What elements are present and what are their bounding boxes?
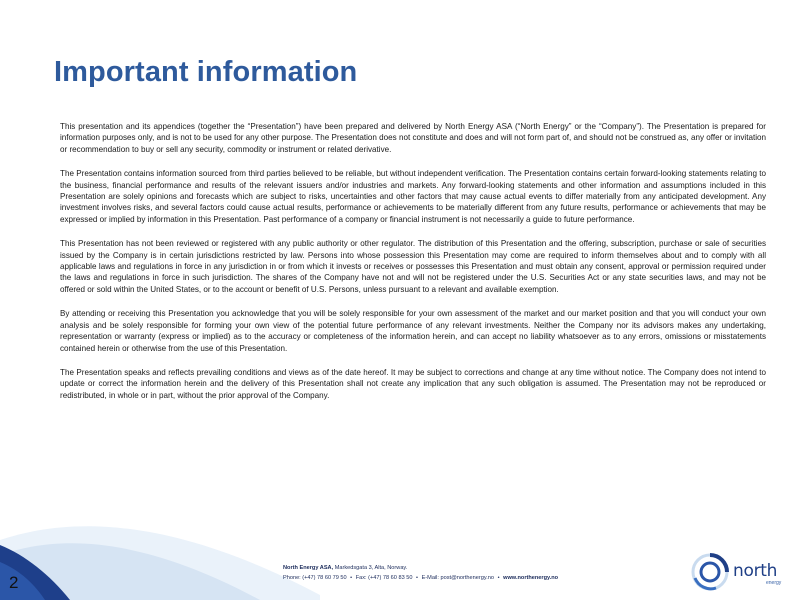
footer-separator: • [416,575,418,581]
footer-contact-line [283,573,558,583]
footer-website: www.northenergy.no [503,575,559,581]
footer-email: E-Mail: post@northenergy.no [421,575,494,581]
page-title: Important information [54,56,358,88]
logo-wordmark: north [733,561,778,581]
logo-subtitle: energy [766,580,782,586]
paragraph-1: This presentation and its appendices (together the “Presentation”) have been prepared and delivered by North Energy ASA (“North Energy” or the “Company”). The Presentation is prepared for information purposes only, and is not to be used for any other purpose. The Presentation does not constitute and does and will not form part of, and should not be construed as, any offer or invitation or recommendation to buy or sell any security, commodity or instrument or related derivative. [60,122,766,154]
footer-phone: Phone: (+47) 78 60 79 50 [283,575,347,581]
footer-fax: Fax: (+47) 78 60 83 50 [355,575,413,581]
paragraph-2: The Presentation contains information sourced from third parties believed to be reliable, but without independent verification. The Presentation contains certain forward-looking statements relating to the business, financial performance and results of the relevant issuers and/or industries and markets. Any forward-looking statements and other information and assumptions included in this Presentation are solely opinions and forecasts which are subject to risks, uncertainties and other factors that may cause actual events to differ materially from any anticipated development. Any investment involves risks, and several factors could cause actual results, performance or achievements to be materially different from any future results, performance or achievements that may be expressed or implied by information in this Presentation. Past performance of a company or financial instrument is not necessarily a guide to future performance. [60,169,766,224]
footer-address: Markedsgata 3, Alta, Norway. [334,565,408,571]
paragraph-3: This Presentation has not been reviewed or registered with any public authority or other regulator. The distribution of this Presentation and the offering, subscription, purchase or sale of securities issued by the Company is in certain jurisdictions restricted by law. Persons into whose possession this Presentation may come are required to inform themselves about and to comply with all applicable laws and regulations in force in any jurisdiction in or from which it invests or receives or possesses this Presentation and must obtain any consent, approval or permission required under the laws and regulations in force in such jurisdiction. The shares of the Company have not and will not be registered under the U.S. Securities Act or any state securities laws, and may not be offered or sold within the United States, or to the account or benefit of U.S. Persons, unless pursuant to a relevant and available exemption. [60,239,766,294]
footer-separator: • [497,575,500,581]
paragraph-4: By attending or receiving this Presentation you acknowledge that you will be solely responsible for your own assessment of the market and our market position and that you will conduct your own analysis and be solely responsible for forming your own view of the potential future performance of any relevant investments. Neither the Company nor its advisors makes any undertaking, representation or warranty (express or implied) as to the accuracy or completeness of the information herein, and can accept no liability whatsoever as to any errors, omissions or misstatements contained herein or otherwise from the use of this Presentation. [60,309,766,353]
footer-address-line [283,563,558,573]
corner-swoosh-decoration [0,500,320,600]
paragraph-5: The Presentation speaks and reflects prevailing conditions and views as of the date hereof. It may be subject to corrections and change at any time without notice. The Company does not intend to update or correct the information herein and the delivery of this Presentation shall not create any implication that any such obligation is assumed. The Presentation may not be reproduced or redistributed, in whole or in part, without the prior approval of the Company. [60,367,766,400]
page-number: 2 [9,573,19,592]
footer-contact [283,563,558,583]
footer-separator: • [350,575,353,581]
footer-company: North Energy ASA, [283,565,334,571]
north-energy-logo [690,552,800,592]
logo-swirl-icon [690,552,730,592]
disclaimer-body [60,121,766,414]
